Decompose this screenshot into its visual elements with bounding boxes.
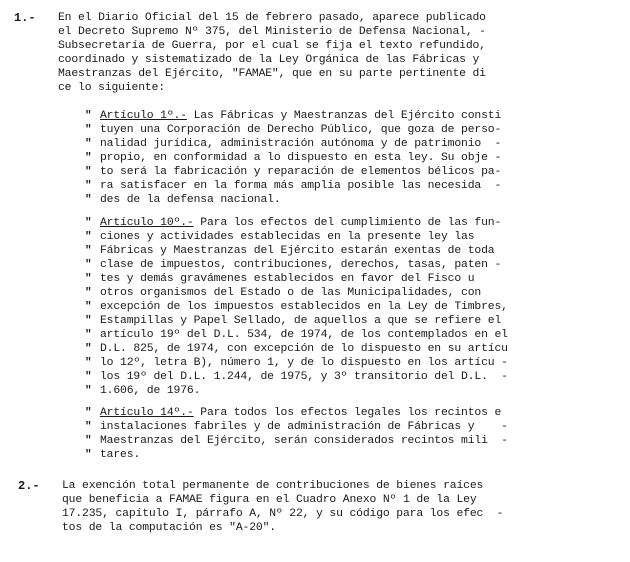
article-14-line: Maestranzas del Ejército, serán considerados recintos mili - bbox=[100, 435, 508, 447]
quote-mark: " bbox=[85, 259, 92, 271]
quote-mark: " bbox=[85, 245, 92, 257]
quote-mark: " bbox=[85, 329, 92, 341]
item-1-number: 1.- bbox=[14, 11, 36, 25]
quote-mark: " bbox=[85, 421, 92, 433]
article-10-line: tes y demás gravámenes establecidos en favor del Fisco u bbox=[100, 273, 475, 285]
article-14-line: instalaciones fabriles y de administración de Fábricas y - bbox=[100, 421, 508, 433]
article-14-first-line bbox=[100, 406, 501, 420]
article-1-first-line bbox=[100, 109, 501, 123]
intro-line: el Decreto Supremo Nº 375, del Ministerio de Defensa Nacional, - bbox=[58, 26, 486, 38]
item-2-line: que beneficia a FAMAE figura en el Cuadro Anexo Nº 1 de la Ley bbox=[62, 494, 477, 506]
article-10-line: artículo 19º del D.L. 534, de 1974, de los contemplados en el bbox=[100, 329, 508, 341]
article-1-line: propio, en conformidad a lo dispuesto en esta ley. Su obje - bbox=[100, 152, 502, 164]
intro-line: En el Diario Oficial del 15 de febrero pasado, aparece publicado bbox=[58, 12, 486, 24]
quote-mark: " bbox=[85, 194, 92, 206]
article-14-first-rest: Para todos los efectos legales los recintos e bbox=[193, 407, 502, 419]
quote-mark: " bbox=[85, 124, 92, 136]
item-2-line: tos de la computación es "A-20". bbox=[62, 522, 276, 534]
quote-mark: " bbox=[85, 371, 92, 383]
article-1-heading: Artículo 1º.- bbox=[100, 110, 187, 122]
quote-mark: " bbox=[85, 152, 92, 164]
quote-mark: " bbox=[85, 357, 92, 369]
intro-line: ce lo siguiente: bbox=[58, 82, 165, 94]
intro-line: Subsecretaría de Guerra, por el cual se fija el texto refundido, bbox=[58, 40, 486, 52]
article-10-line: ciones y actividades establecidas en la presente ley las bbox=[100, 231, 475, 243]
article-1-line: nalidad jurídica, administración autónoma y de patrimonio - bbox=[100, 138, 502, 150]
item-2-line: La exención total permanente de contribuciones de bienes raíces bbox=[62, 480, 484, 492]
article-10-line: clase de impuestos, contribuciones, derechos, tasas, paten - bbox=[100, 259, 502, 271]
article-1-line: tuyen una Corporación de Derecho Público, que goza de perso- bbox=[100, 124, 502, 136]
quote-mark: " bbox=[85, 138, 92, 150]
article-10-first-line bbox=[100, 216, 501, 230]
intro-line: coordinado y sistematizado de la Ley Orgánica de las Fábricas y bbox=[58, 54, 480, 66]
article-10-line: D.L. 825, de 1974, con excepción de lo dispuesto en su artícu bbox=[100, 343, 508, 355]
article-10-line: Fábricas y Maestranzas del Ejército estarán exentas de toda bbox=[100, 245, 495, 257]
item-2-number: 2.- bbox=[18, 479, 40, 493]
quote-mark: " bbox=[85, 435, 92, 447]
quote-mark: " bbox=[85, 385, 92, 397]
article-1-line: to será la fabricación y reparación de elementos bélicos pa- bbox=[100, 166, 502, 178]
quote-mark: " bbox=[85, 231, 92, 243]
article-10-line: otros organismos del Estado o de las Municipalidades, con bbox=[100, 287, 482, 299]
article-10-line: los 19º del D.L. 1.244, de 1975, y 3º transitorio del D.L. - bbox=[100, 371, 508, 383]
article-14-heading: Artículo 14º.- bbox=[100, 407, 194, 419]
quote-mark: " bbox=[85, 343, 92, 355]
article-10-line: excepción de los impuestos establecidos en la Ley de Timbres, bbox=[100, 301, 508, 313]
quote-mark: " bbox=[85, 315, 92, 327]
article-10-heading: Artículo 10º.- bbox=[100, 217, 194, 229]
quote-mark: " bbox=[85, 287, 92, 299]
article-1-line: ra satisfacer en la forma más amplia posible las necesida - bbox=[100, 180, 502, 192]
quote-mark: " bbox=[85, 273, 92, 285]
item-2-line: 17.235, capítulo I, párrafo A, Nº 22, y su código para los efec - bbox=[62, 508, 504, 520]
article-10-first-rest: Para los efectos del cumplimiento de las fun- bbox=[193, 217, 502, 229]
quote-mark: " bbox=[85, 449, 92, 461]
quote-mark: " bbox=[85, 217, 92, 229]
article-10-line: lo 12º, letra B), número 1, y de lo dispuesto en los artícu - bbox=[100, 357, 508, 369]
article-1-line: des de la defensa nacional. bbox=[100, 194, 281, 206]
article-1-first-rest: Las Fábricas y Maestranzas del Ejército consti bbox=[186, 110, 502, 122]
quote-mark: " bbox=[85, 407, 92, 419]
quote-mark: " bbox=[85, 301, 92, 313]
article-10-line: 1.606, de 1976. bbox=[100, 385, 201, 397]
article-10-line: Estampillas y Papel Sellado, de aquellos a que se refiere el bbox=[100, 315, 502, 327]
quote-mark: " bbox=[85, 180, 92, 192]
quote-mark: " bbox=[85, 166, 92, 178]
article-14-line: tares. bbox=[100, 449, 141, 461]
quote-mark: " bbox=[85, 110, 92, 122]
intro-line: Maestranzas del Ejército, "FAMAE", que en su parte pertinente di bbox=[58, 68, 486, 80]
